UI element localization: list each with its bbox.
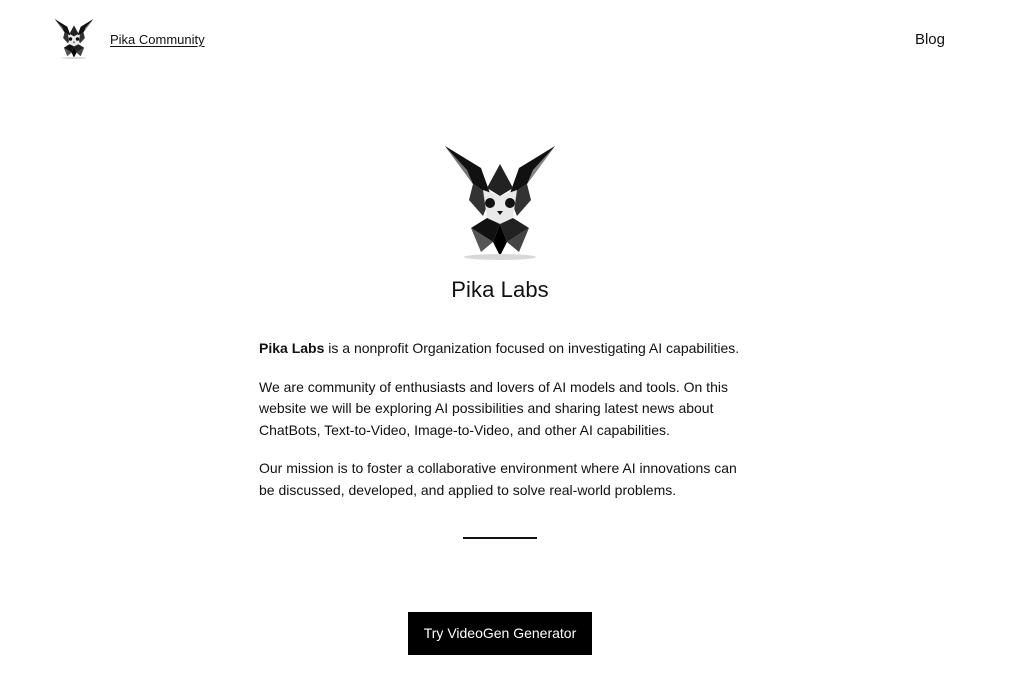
- fox-logo-icon: [443, 144, 557, 262]
- intro-paragraph: [259, 338, 749, 360]
- about-content: [259, 338, 749, 518]
- mission-paragraph: Our mission is to foster a collaborative environment where AI innovations can be discussed, developed, and applied to solve real-world problems.: [259, 460, 737, 498]
- fox-logo-icon[interactable]: [54, 18, 94, 60]
- community-paragraph: We are community of enthusiasts and lovers of AI models and tools. On this website we will be exploring AI possibilities and sharing latest news about ChatBots, Text-to-Video, Image-to-Video, and other AI capabilities.: [259, 378, 728, 438]
- nav-link-blog[interactable]: Blog: [914, 31, 945, 48]
- intro-text: is a nonprofit Organization focused on investigating AI capabilities.: [324, 340, 740, 356]
- section-divider: [463, 537, 537, 539]
- intro-org-name: Pika Labs: [259, 340, 325, 356]
- brand-name-link[interactable]: Pika Community: [110, 32, 205, 47]
- try-videogen-button[interactable]: Try VideoGen Generator: [408, 612, 592, 655]
- page-title: Pika Labs: [451, 277, 549, 302]
- top-navigation-bar: [0, 0, 1024, 80]
